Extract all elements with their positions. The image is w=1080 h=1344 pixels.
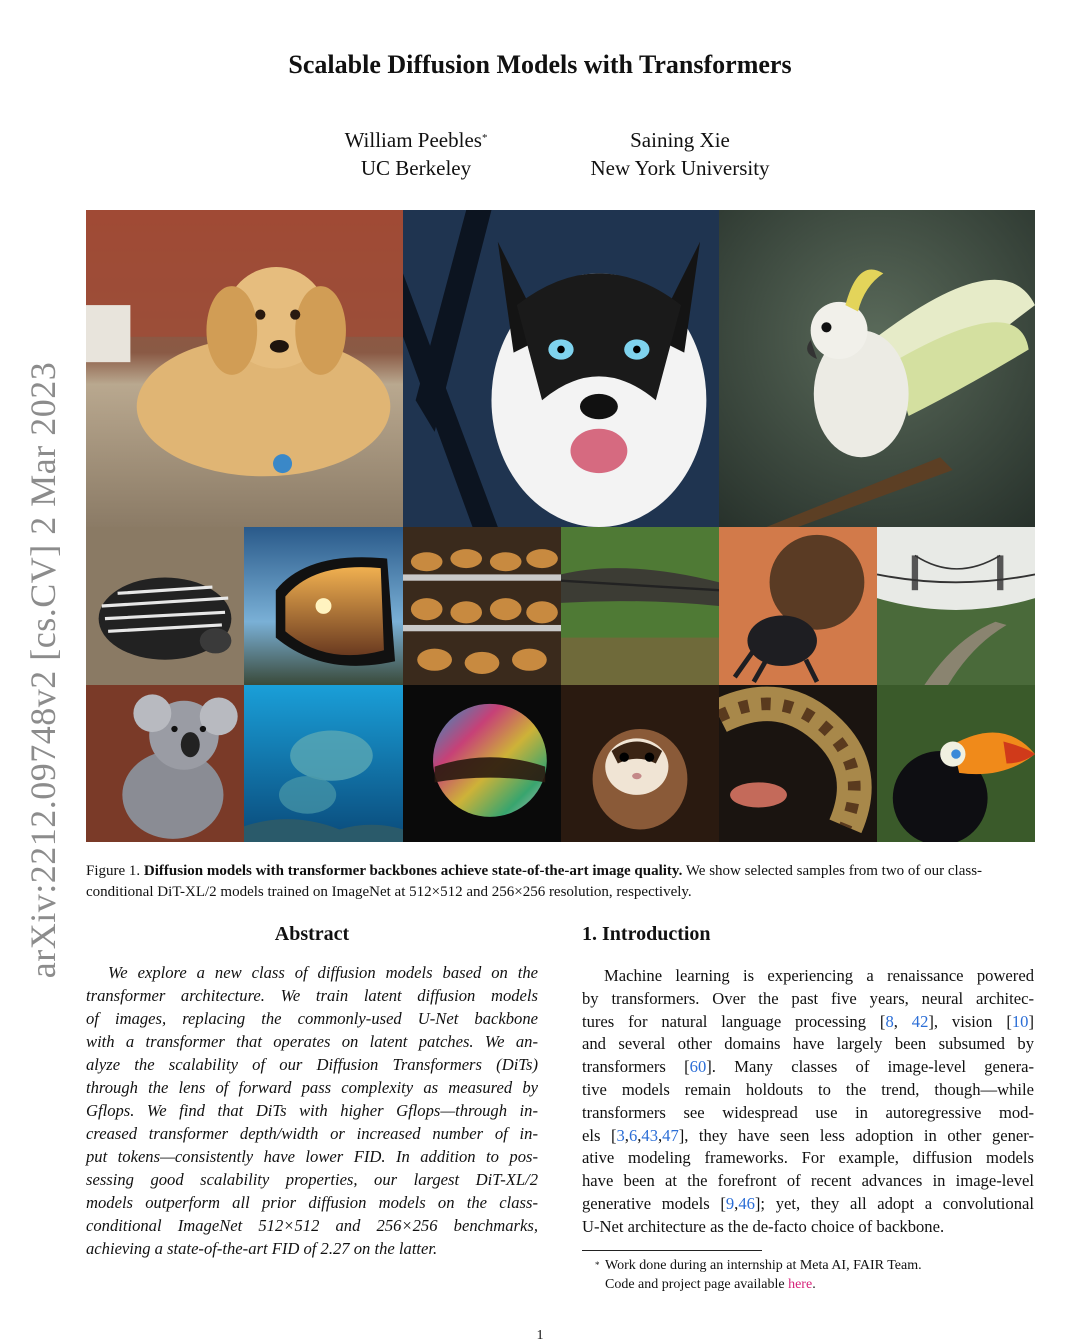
paper-title: Scalable Diffusion Models with Transformers — [288, 50, 792, 79]
author-2-affiliation: New York University — [590, 156, 770, 180]
abstract-heading: Abstract — [274, 923, 350, 945]
introduction-heading: 1. Introduction — [582, 923, 711, 945]
intro-text: els [ — [582, 1125, 617, 1145]
cockatoo-image — [719, 210, 1035, 527]
intro-text: and several other domains have largely been subsumed by — [582, 1034, 1034, 1054]
abstract-line: sessing good scalability properties, our largest DiT-XL/2 — [86, 1170, 538, 1189]
abstract-line: models outperform all prior diffusion models on the class- — [86, 1193, 538, 1212]
project-page-link[interactable]: here — [788, 1277, 813, 1292]
intro-line — [582, 1193, 1034, 1216]
abstract-line: of images, replacing the commonly-used U-Net backbone — [86, 1009, 538, 1028]
figure-1-image-grid — [86, 210, 1035, 842]
caption-bold: Diffusion models with transformer backbones achieve state-of-the-art image quality. — [143, 863, 683, 879]
intro-line — [582, 1102, 1034, 1125]
koala-image — [86, 685, 244, 842]
arxiv-stamp-text: arXiv:2212.09748v2 [cs.CV] 2 Mar 2023 — [23, 361, 63, 979]
abstract-line: with a transformer that operates on latent patches. We an- — [86, 1032, 538, 1051]
footnote-line-2 — [605, 1275, 1035, 1294]
porcupine-image — [86, 527, 244, 685]
husky-dog-image — [403, 210, 719, 527]
author-1-affiliation: UC Berkeley — [360, 156, 472, 180]
author-2 — [570, 126, 790, 182]
citation-link[interactable]: 3 — [616, 1125, 625, 1145]
intro-text: , — [657, 1125, 663, 1145]
soap-bubble-image — [403, 685, 561, 842]
intro-text: ative modeling frameworks. For example, diffusion models — [582, 1148, 1034, 1168]
snake-image — [719, 685, 877, 842]
intro-line — [582, 1033, 1034, 1056]
abstract-line: creased transformer depth/width or increased number of in- — [86, 1124, 538, 1143]
intro-line — [582, 1056, 1034, 1079]
footnote-line-2-text: Code and project page available — [605, 1277, 789, 1292]
citation-link[interactable]: 6 — [628, 1125, 638, 1145]
citation-link[interactable]: 43 — [641, 1125, 658, 1145]
pastry-display-case-image — [403, 527, 561, 685]
car-side-mirror-sunset-image — [244, 527, 403, 685]
crocodile-image — [561, 527, 719, 685]
caption-label: Figure 1. — [86, 863, 141, 879]
toucan-image — [877, 685, 1035, 842]
dung-beetle-image — [719, 527, 877, 685]
citation-link[interactable]: 9 — [725, 1193, 735, 1213]
intro-text: ] — [1028, 1011, 1034, 1031]
abstract-line: conditional ImageNet 512×512 and 256×256 benchmarks, — [86, 1216, 538, 1235]
caption-text: We show selected samples from two of our class-conditional DiT-XL/2 models trained on ImageNet at 512×512 and 256×256 resolution, respectively. — [86, 863, 983, 900]
intro-line — [582, 988, 1034, 1011]
figure-1-caption — [86, 861, 1036, 903]
citation-link[interactable]: 60 — [689, 1057, 707, 1077]
sea-turtle-image — [244, 685, 403, 842]
intro-text: ]; yet, they all adopt a convolutional — [754, 1193, 1034, 1213]
page-number: 1 — [536, 1328, 544, 1343]
intro-text: ]. Many classes of image-level genera- — [706, 1057, 1034, 1077]
footnote-line-2-end: . — [812, 1277, 816, 1292]
footnote-rule — [582, 1250, 762, 1251]
author-2-name: Saining Xie — [630, 128, 730, 152]
intro-line — [582, 1170, 1034, 1193]
citation-link[interactable]: 47 — [662, 1125, 679, 1145]
citation-link[interactable]: 42 — [911, 1011, 929, 1031]
intro-text: ], they have seen less adoption in other gener- — [678, 1125, 1034, 1145]
intro-text: generative models [ — [582, 1193, 726, 1213]
intro-line — [582, 1125, 1034, 1148]
abstract-line: transformer architecture. We train latent diffusion models — [86, 986, 538, 1005]
author-1-mark: * — [481, 132, 488, 144]
introduction-body — [582, 965, 1034, 1239]
abstract-line: alyze the scalability of our Diffusion Transformers (DiTs) — [86, 1055, 538, 1074]
intro-line — [582, 1216, 1034, 1239]
intro-text: , — [893, 1011, 912, 1031]
abstract-line: through the lens of forward pass complexity as measured by — [86, 1078, 538, 1097]
intro-line — [582, 965, 1034, 988]
arxiv-stamp — [8, 330, 78, 1010]
footnote-mark: * — [595, 1260, 600, 1270]
intro-text: Machine learning is experiencing a renaissance powered — [604, 966, 1034, 985]
suspension-bridge-gorge-image — [877, 527, 1035, 685]
intro-line — [582, 1147, 1034, 1170]
intro-text: tive models remain holdouts to the trend, though—while — [582, 1079, 1034, 1099]
intro-text: , — [734, 1193, 739, 1213]
intro-text: ], vision [ — [928, 1011, 1012, 1031]
abstract-line: Gflops. We find that DiTs with higher Gflops—through in- — [86, 1101, 538, 1120]
footnote-line-1: Work done during an internship at Meta AI, FAIR Team. — [605, 1258, 922, 1273]
intro-text: have been at the forefront of recent advances in image-level — [582, 1171, 1034, 1191]
footnote — [595, 1256, 1035, 1294]
citation-link[interactable]: 8 — [885, 1011, 894, 1031]
golden-retriever-puppy-image — [86, 210, 403, 527]
citation-link[interactable]: 46 — [738, 1193, 755, 1213]
intro-text: transformers [ — [582, 1057, 690, 1077]
author-1 — [318, 126, 514, 182]
ferret-image — [561, 685, 719, 842]
citation-link[interactable]: 10 — [1011, 1011, 1029, 1031]
intro-line — [582, 1079, 1034, 1102]
abstract-line: achieving a state-of-the-art FID of 2.27 on the latter. — [86, 1239, 438, 1258]
intro-text: , — [637, 1125, 642, 1145]
abstract-line: We explore a new class of diffusion models based on the — [108, 963, 538, 982]
author-1-name: William Peebles — [344, 128, 482, 152]
abstract-line: put tokens—consistently have lower FID. In addition to pos- — [86, 1147, 538, 1166]
intro-text: by transformers. Over the past five years, neural architec- — [582, 988, 1034, 1008]
intro-text: tures for natural language processing [ — [582, 1011, 886, 1031]
intro-text: U-Net architecture as the de-facto choice of backbone. — [582, 1216, 945, 1236]
intro-line — [582, 1011, 1034, 1034]
abstract-body — [86, 961, 538, 1260]
intro-text: , — [624, 1125, 629, 1145]
intro-text: transformers see widespread use in autoregressive mod- — [582, 1102, 1034, 1122]
